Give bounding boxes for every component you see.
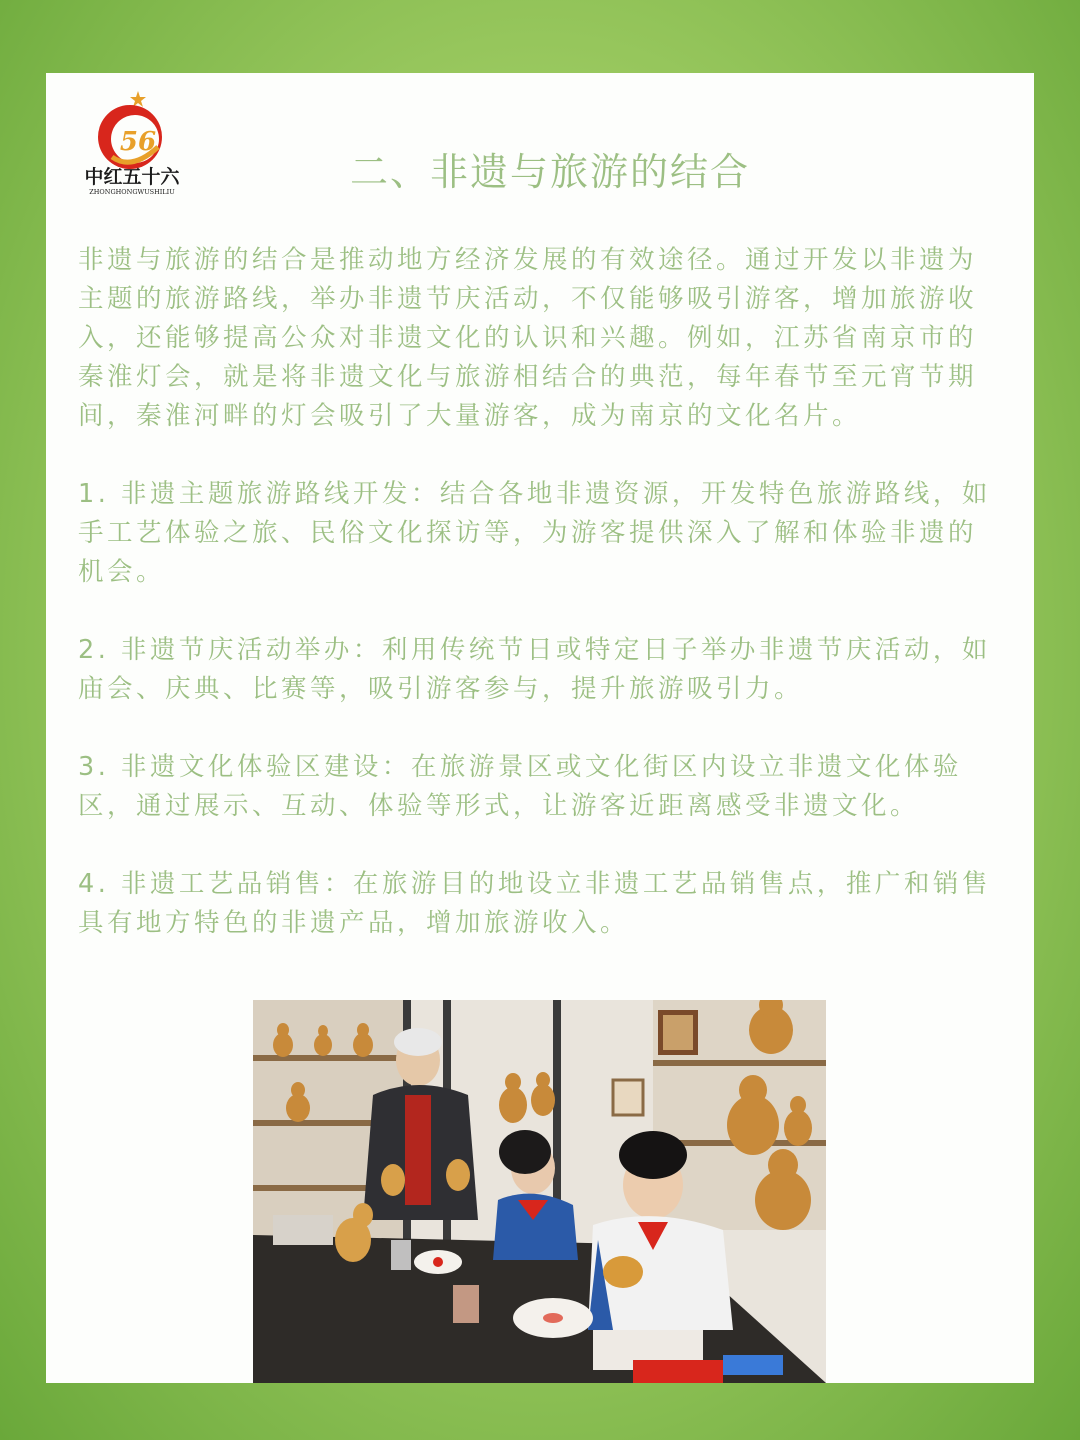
content-card xyxy=(46,73,1034,1383)
photo-illustration xyxy=(253,1000,826,1383)
logo-brand-pinyin: ZHONGHONGWUSHILIU xyxy=(89,188,175,196)
point-paragraph-3: 3. 非遗文化体验区建设：在旅游景区或文化街区内设立非遗文化体验区，通过展示、互动、体验等形式，让游客近距离感受非遗文化。 xyxy=(78,752,962,821)
point-paragraph-4: 4. 非遗工艺品销售：在旅游目的地设立非遗工艺品销售点，推广和销售具有地方特色的非遗产品，增加旅游收入。 xyxy=(78,869,991,938)
logo-number: 56 xyxy=(119,127,157,157)
star-icon xyxy=(130,91,146,107)
point-paragraph-2: 2. 非遗节庆活动举办：利用传统节日或特定日子举办非遗节庆活动，如庙会、庆典、比赛等，吸引游客参与，提升旅游吸引力。 xyxy=(78,635,991,704)
gourd-painting-workshop-photo xyxy=(253,1000,826,1383)
intro-paragraph: 非遗与旅游的结合是推动地方经济发展的有效途径。通过开发以非遗为主题的旅游路线，举办非遗节庆活动，不仅能够吸引游客，增加旅游收入，还能够提高公众对非遗文化的认识和兴趣。例如，江苏省南京市的秦淮灯会，就是将非遗文化与旅游相结合的典范，每年春节至元宵节期间，秦淮河畔的灯会吸引了大量游客，成为南京的文化名片。 xyxy=(78,245,978,431)
point-paragraph-1: 1. 非遗主题旅游路线开发：结合各地非遗资源，开发特色旅游路线，如手工艺体验之旅、民俗文化探访等，为游客提供深入了解和体验非遗的机会。 xyxy=(78,479,991,587)
body-text xyxy=(78,241,998,982)
section-title: 二、非遗与旅游的结合 xyxy=(349,150,750,194)
logo-brand-cn: 中红五十六 xyxy=(84,166,180,188)
